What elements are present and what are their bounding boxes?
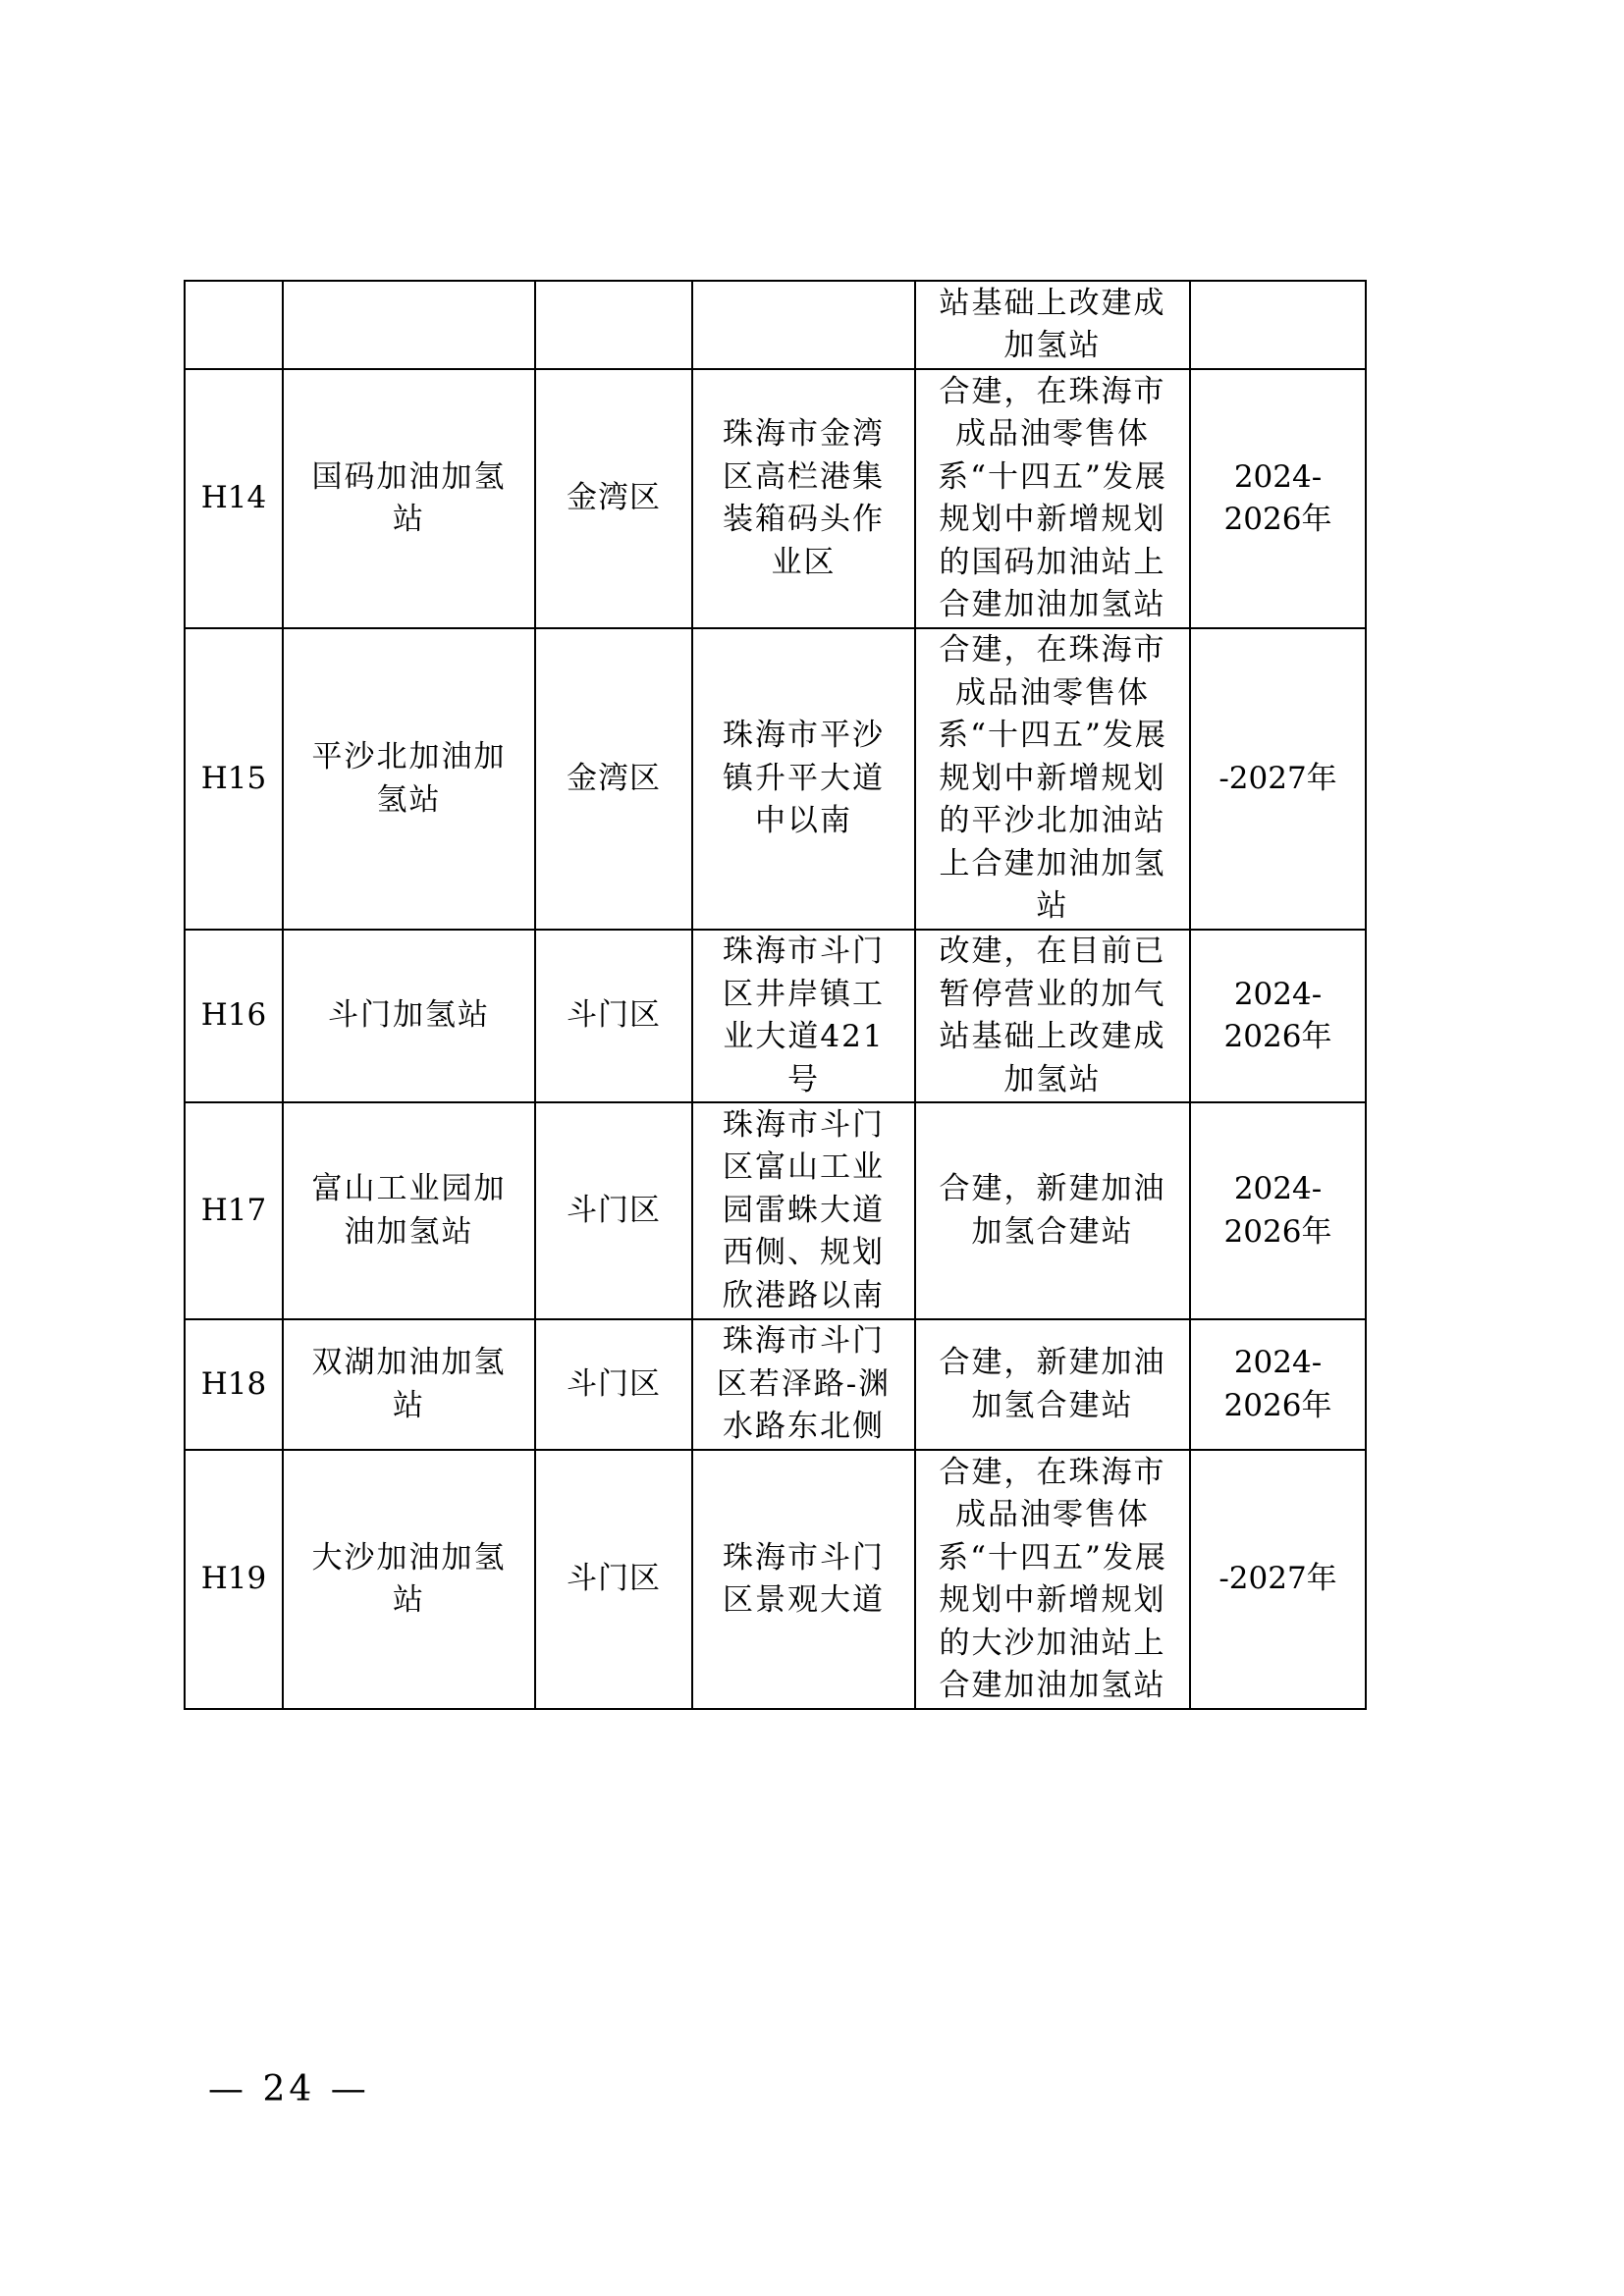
page-number: — 24 — bbox=[208, 2069, 370, 2109]
construction-plan-cell: 合建，在珠海市成品油零售体系“十四五”发展规划中新增规划的大沙加油站上合建加油加氢站 bbox=[915, 1450, 1190, 1709]
construction-plan-cell: 站基础上改建成加氢站 bbox=[915, 281, 1190, 369]
address-cell: 珠海市斗门区井岸镇工业大道421号 bbox=[692, 930, 915, 1102]
address-cell: 珠海市斗门区若泽路-渊水路东北侧 bbox=[692, 1319, 915, 1450]
station-id-cell: H19 bbox=[185, 1450, 283, 1709]
station-id-cell: H18 bbox=[185, 1319, 283, 1450]
hydrogen-station-plan-table bbox=[184, 280, 1367, 1710]
construction-plan-cell: 改建，在目前已暂停营业的加气站基础上改建成加氢站 bbox=[915, 930, 1190, 1102]
station-name-cell: 国码加油加氢站 bbox=[283, 369, 535, 628]
district-cell: 金湾区 bbox=[535, 369, 692, 628]
table-row bbox=[185, 1102, 1366, 1319]
address-cell: 珠海市平沙镇升平大道中以南 bbox=[692, 628, 915, 930]
district-cell: 斗门区 bbox=[535, 930, 692, 1102]
district-cell: 金湾区 bbox=[535, 628, 692, 930]
station-id-cell: H15 bbox=[185, 628, 283, 930]
address-cell: 珠海市金湾区高栏港集装箱码头作业区 bbox=[692, 369, 915, 628]
station-id-cell: H14 bbox=[185, 369, 283, 628]
station-id-cell bbox=[185, 281, 283, 369]
station-name-cell: 富山工业园加油加氢站 bbox=[283, 1102, 535, 1319]
table-row bbox=[185, 1319, 1366, 1450]
construction-plan-cell: 合建，在珠海市成品油零售体系“十四五”发展规划中新增规划的国码加油站上合建加油加氢站 bbox=[915, 369, 1190, 628]
table-row bbox=[185, 628, 1366, 930]
station-name-cell: 斗门加氢站 bbox=[283, 930, 535, 1102]
district-cell: 斗门区 bbox=[535, 1450, 692, 1709]
district-cell: 斗门区 bbox=[535, 1102, 692, 1319]
station-name-cell: 大沙加油加氢站 bbox=[283, 1450, 535, 1709]
station-id-cell: H17 bbox=[185, 1102, 283, 1319]
timeline-cell: -2027年 bbox=[1190, 628, 1366, 930]
table-row bbox=[185, 369, 1366, 628]
station-id-cell: H16 bbox=[185, 930, 283, 1102]
station-name-cell bbox=[283, 281, 535, 369]
district-cell bbox=[535, 281, 692, 369]
construction-plan-cell: 合建，新建加油加氢合建站 bbox=[915, 1102, 1190, 1319]
timeline-cell: -2027年 bbox=[1190, 1450, 1366, 1709]
timeline-cell bbox=[1190, 281, 1366, 369]
timeline-cell: 2024-2026年 bbox=[1190, 1319, 1366, 1450]
table-row bbox=[185, 281, 1366, 369]
address-cell: 珠海市斗门区景观大道 bbox=[692, 1450, 915, 1709]
address-cell bbox=[692, 281, 915, 369]
timeline-cell: 2024-2026年 bbox=[1190, 1102, 1366, 1319]
station-name-cell: 双湖加油加氢站 bbox=[283, 1319, 535, 1450]
timeline-cell: 2024-2026年 bbox=[1190, 369, 1366, 628]
construction-plan-cell: 合建，新建加油加氢合建站 bbox=[915, 1319, 1190, 1450]
district-cell: 斗门区 bbox=[535, 1319, 692, 1450]
station-name-cell: 平沙北加油加氢站 bbox=[283, 628, 535, 930]
timeline-cell: 2024-2026年 bbox=[1190, 930, 1366, 1102]
construction-plan-cell: 合建，在珠海市成品油零售体系“十四五”发展规划中新增规划的平沙北加油站上合建加油加氢站 bbox=[915, 628, 1190, 930]
address-cell: 珠海市斗门区富山工业园雷蛛大道西侧、规划欣港路以南 bbox=[692, 1102, 915, 1319]
table-row bbox=[185, 1450, 1366, 1709]
table-row bbox=[185, 930, 1366, 1102]
